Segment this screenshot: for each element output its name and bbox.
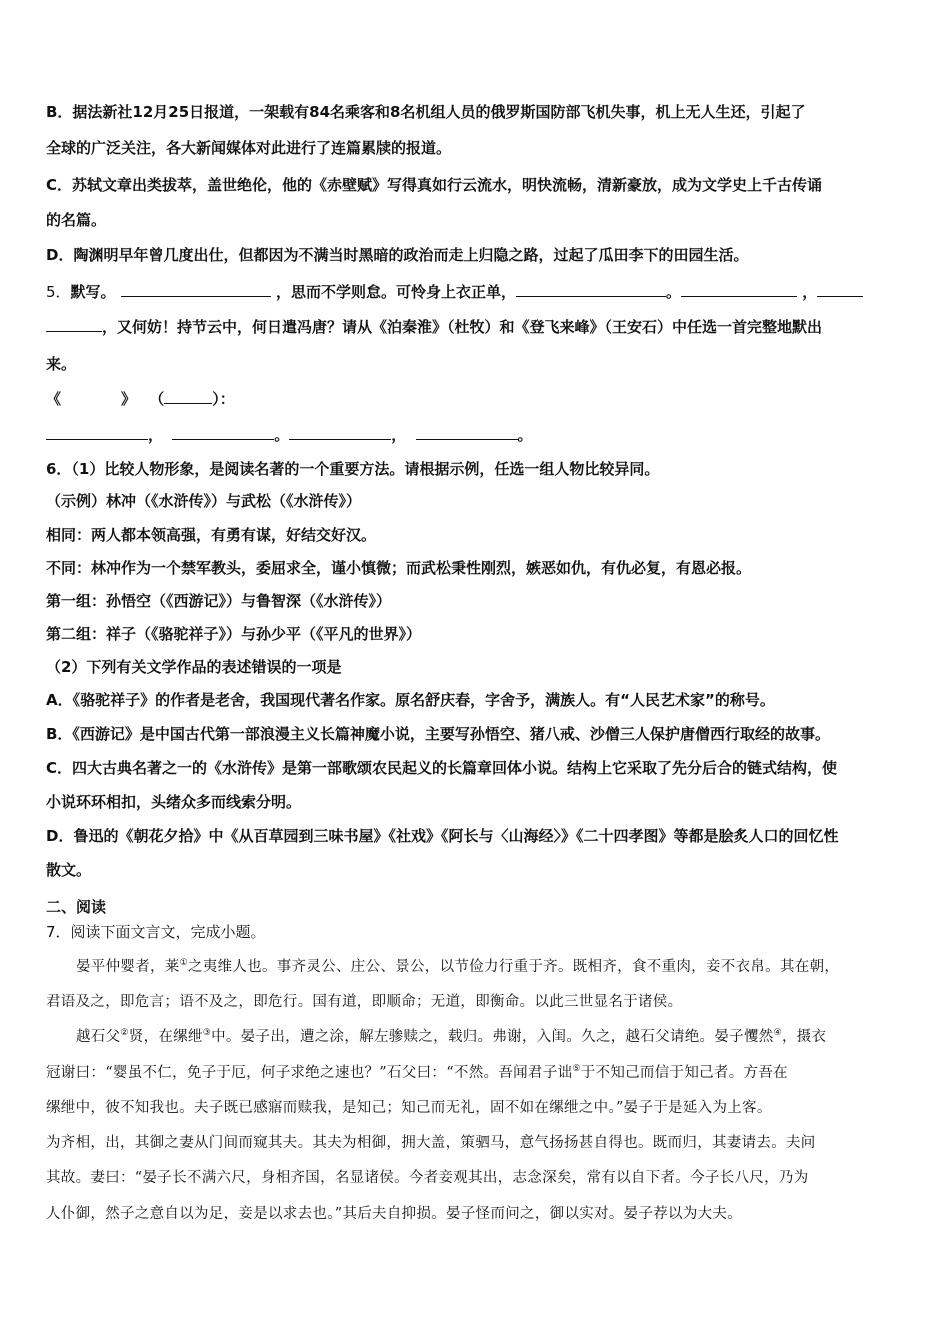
passage-p1-line1 bbox=[76, 956, 839, 978]
q6-option-d-line1: D．鲁迅的《朝花夕拾》中《从百草园到三味书屋》《社戏》《阿长与〈山海经〉》《二十四孝图》等都是脍炙人口的回忆性 bbox=[46, 827, 839, 845]
passage-p3-line2: 其故。妻曰：“晏子长不满六尺，身相齐国，名显诸侯。今者妾观其出，志念深矣，常有以自下者。今子长八尺，乃为 bbox=[46, 1170, 809, 1186]
q4-option-c-line2: 的名篇。 bbox=[46, 211, 107, 229]
q5-blank-3[interactable] bbox=[681, 282, 797, 297]
passage-text: 于不知己而信于知己者。方吾在 bbox=[580, 1065, 788, 1081]
q6-part-2: （2）下列有关文学作品的表述错误的一项是 bbox=[46, 658, 342, 676]
q4-option-d: D．陶渊明早年曾几度出仕，但都因为不满当时黑暗的政治而走上归隐之路，过起了瓜田李下的田园生活。 bbox=[46, 246, 749, 264]
q5-comma-1: ， bbox=[148, 426, 164, 444]
q6-option-c-line1: C．四大古典名著之一的《水浒传》是第一部歌颂农民起义的长篇章回体小说。结构上它采取了先分后合的链式结构，使 bbox=[46, 759, 838, 777]
q5-text-4: ，又何妨！持节云中，何日遣冯唐？请从《泊秦淮》（杜牧）和《登飞来峰》（王安石）中任选一首完整地默出 bbox=[102, 318, 823, 336]
q5-blank-1[interactable] bbox=[121, 282, 271, 297]
q5-paren-close: ）： bbox=[212, 390, 235, 408]
q4-option-b-line2: 全球的广泛关注，各大新闻媒体对此进行了连篇累牍的报道。 bbox=[46, 139, 452, 157]
q5-period-1: 。 bbox=[274, 426, 290, 444]
q6-group-1: 第一组：孙悟空（《西游记》）与鲁智深（《水浒传》） bbox=[46, 592, 392, 610]
q5-comma-2: ， bbox=[391, 426, 407, 444]
q6-different: 不同：林冲作为一个禁军教头，委屈求全，谨小慎微；而武松秉性刚烈，嫉恶如仇，有仇必复，有恩必报。 bbox=[46, 559, 752, 577]
passage-text: 贤，在缧绁 bbox=[128, 1029, 203, 1045]
passage-p2-line2 bbox=[46, 1062, 788, 1084]
passage-text: 越石父 bbox=[76, 1029, 121, 1045]
q6-option-d-line2: 散文。 bbox=[46, 861, 92, 879]
q5-blank-4a[interactable] bbox=[817, 282, 863, 297]
q4-option-c-line1: C．苏轼文章出类拔萃，盖世绝伦，他的《赤壁赋》写得真如行云流水，明快流畅，清新豪放，成为文学史上千古传诵 bbox=[46, 176, 823, 194]
q5-blank-2[interactable] bbox=[516, 282, 666, 297]
footnote-ref-5: ⑤ bbox=[572, 1064, 581, 1075]
passage-text: 中。晏子出，遭之涂，解左骖赎之，载归。弗谢，入闺。久之，越石父请绝。晏子戄然 bbox=[211, 1029, 774, 1045]
q5-period-2: 。 bbox=[517, 426, 533, 444]
passage-p1-line2: 君语及之，即危言；语不及之，即危行。国有道，即顺命；无道，即衡命。以此三世显名于诸侯。 bbox=[46, 994, 683, 1010]
footnote-ref-2: ② bbox=[120, 1028, 129, 1039]
footnote-ref-3: ③ bbox=[202, 1028, 212, 1039]
passage-p3-line1: 为齐相，出，其御之妻从门间而窥其夫。其夫为相御，拥大盖，策驷马，意气扬扬甚自得也。既而归，其妻请去。夫问 bbox=[46, 1135, 816, 1151]
passage-text: 晏平仲婴者，莱 bbox=[76, 959, 180, 975]
q7-prompt: 7．阅读下面文言文，完成小题。 bbox=[46, 923, 266, 941]
q5-line2 bbox=[46, 316, 822, 338]
q6-same: 相同：两人都本领高强，有勇有谋，好结交好汉。 bbox=[46, 526, 377, 544]
q5-title-close: 》 bbox=[121, 390, 137, 408]
passage-p2-line3: 缧绁中，彼不知我也。夫子既已感寤而赎我，是知己；知己而无礼，固不如在缧绁之中。”晏子于是延入为上客。 bbox=[46, 1100, 772, 1116]
q5-text-1: ，思而不学则怠。可怜身上衣正单， bbox=[276, 283, 517, 301]
q5-text-2: 。 bbox=[666, 283, 682, 301]
q4-option-b-line1: B．据法新社12月25日报道，一架载有84名乘客和8名机组人员的俄罗斯国防部飞机失事，机上无人生还，引起了 bbox=[46, 103, 806, 121]
q5-number: 5． bbox=[46, 283, 71, 301]
q6-option-c-line2: 小说环环相扣，头绪众多而线索分明。 bbox=[46, 793, 302, 811]
q5-label: 默写。 bbox=[70, 283, 116, 301]
q6-intro: 6．（1）比较人物形象，是阅读名著的一个重要方法。请根据示例，任选一组人物比较异同。 bbox=[46, 460, 660, 478]
q5-blank-4b[interactable] bbox=[46, 317, 102, 332]
passage-p3-line3: 人仆御，然子之意自以为足，妾是以求去也。”其后夫自抑损。晏子怪而问之，御以实对。晏子荐以为大夫。 bbox=[46, 1206, 743, 1222]
passage-text: 冠谢曰：“婴虽不仁，免子于厄，何子求绝之速也？”石父曰：“不然。吾闻君子诎 bbox=[46, 1065, 573, 1081]
q5-line3: 来。 bbox=[46, 355, 77, 373]
q6-example: （示例）林冲（《水浒传》）与武松（《水浒传》） bbox=[46, 492, 362, 510]
section-heading: 二、阅读 bbox=[46, 898, 107, 916]
q5-line1 bbox=[46, 281, 863, 303]
q5-title-line bbox=[46, 388, 235, 410]
passage-text: 之夷维人也。事齐灵公、庄公、景公，以节俭力行重于齐。既相齐，食不重肉，妾不衣帛。其在朝， bbox=[187, 959, 840, 975]
q5-answer-blank-1[interactable] bbox=[46, 425, 148, 440]
footnote-ref-1: ① bbox=[179, 958, 188, 969]
q5-answer-line bbox=[46, 424, 533, 446]
q5-answer-blank-2[interactable] bbox=[172, 425, 274, 440]
q6-option-a: A．《骆驼祥子》的作者是老舍，我国现代著名作家。原名舒庆春，字舍予，满族人。有“人民艺术家”的称号。 bbox=[46, 691, 775, 709]
q5-author-blank[interactable] bbox=[164, 389, 212, 404]
q6-group-2: 第二组：祥子（《骆驼祥子》）与孙少平（《平凡的世界》） bbox=[46, 625, 422, 643]
q5-answer-blank-4[interactable] bbox=[416, 425, 518, 440]
q5-paren-open: （ bbox=[149, 390, 165, 408]
footnote-ref-4: ④ bbox=[773, 1028, 782, 1039]
q5-title-open: 《 bbox=[46, 390, 62, 408]
q5-answer-blank-3[interactable] bbox=[289, 425, 391, 440]
q5-text-3: ， bbox=[802, 283, 818, 301]
passage-p2-line1 bbox=[76, 1026, 826, 1048]
passage-text: ，摄衣 bbox=[781, 1029, 827, 1045]
q6-option-b: B．《西游记》是中国古代第一部浪漫主义长篇神魔小说，主要写孙悟空、猪八戒、沙僧三人保护唐僧西行取经的故事。 bbox=[46, 725, 830, 743]
